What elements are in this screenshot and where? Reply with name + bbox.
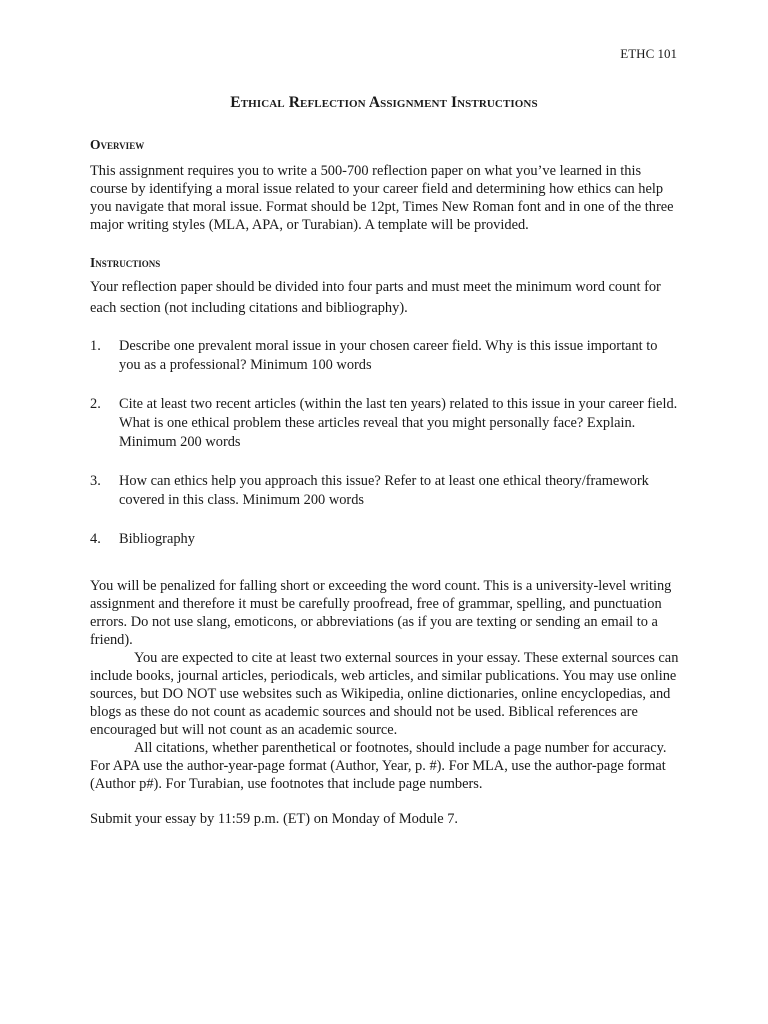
list-item-number: 4. (90, 531, 101, 547)
instructions-intro: Your reflection paper should be divided into four parts and must meet the minimum word count for each section (not including citations and bibliography). (90, 279, 661, 316)
citations-paragraph (90, 739, 680, 793)
citations-text: All citations, whether parenthetical or footnotes, should include a page number for accuracy. For APA use the author-year-page format (Author, Year, p. #). For MLA, use the author-page format (Author p#). For Turabian, use footnotes that include page numbers. (90, 740, 667, 792)
word-count-paragraph: You will be penalized for falling short or exceeding the word count. This is a university-level writing assignment and therefore it must be carefully proofread, free of grammar, spelling, and punctuation errors. Do not use slang, emoticons, or abbreviations (as if you are texting or sending an email to a friend). (90, 578, 672, 648)
list-item-number: 2. (90, 396, 101, 412)
course-code: ETHC 101 (620, 46, 677, 61)
list-item-text: Describe one prevalent moral issue in your chosen career field. Why is this issue important to you as a professional? Minimum 100 words (119, 338, 658, 373)
list-item-number: 3. (90, 473, 101, 489)
list-item-text: Cite at least two recent articles (within the last ten years) related to this issue in your career field. What is one ethical problem these articles reveal that you might personally face? Explain. Minimum 200 words (119, 396, 678, 450)
list-item-number: 1. (90, 338, 101, 354)
overview-paragraph: This assignment requires you to write a 500-700 reflection paper on what you’ve learned in this course by identifying a moral issue related to your career field and determining how ethics can help you navigate that moral issue. Format should be 12pt, Times New Roman font and in one of the three major writing styles (MLA, APA, or Turabian). A template will be provided. (90, 163, 674, 233)
document-title: Ethical Reflection Assignment Instructions (230, 94, 538, 111)
sources-text: You are expected to cite at least two external sources in your essay. These external sources can include books, journal articles, periodicals, web articles, and similar publications. You may use online sources, but DO NOT use websites such as Wikipedia, online dictionaries, online encyclopedias, and blogs as these do not count as academic sources and should not be used. Biblical references are encouraged but will not count as an academic source. (90, 650, 679, 738)
sources-paragraph (90, 649, 680, 739)
submission-deadline: Submit your essay by 11:59 p.m. (ET) on Monday of Module 7. (90, 811, 458, 827)
guidelines-section (90, 577, 680, 793)
overview-heading: Overview (90, 137, 145, 152)
list-item-text: Bibliography (119, 531, 195, 547)
instructions-heading: Instructions (90, 255, 161, 270)
list-item-text: How can ethics help you approach this issue? Refer to at least one ethical theory/framework covered in this class. Minimum 200 words (119, 473, 649, 508)
